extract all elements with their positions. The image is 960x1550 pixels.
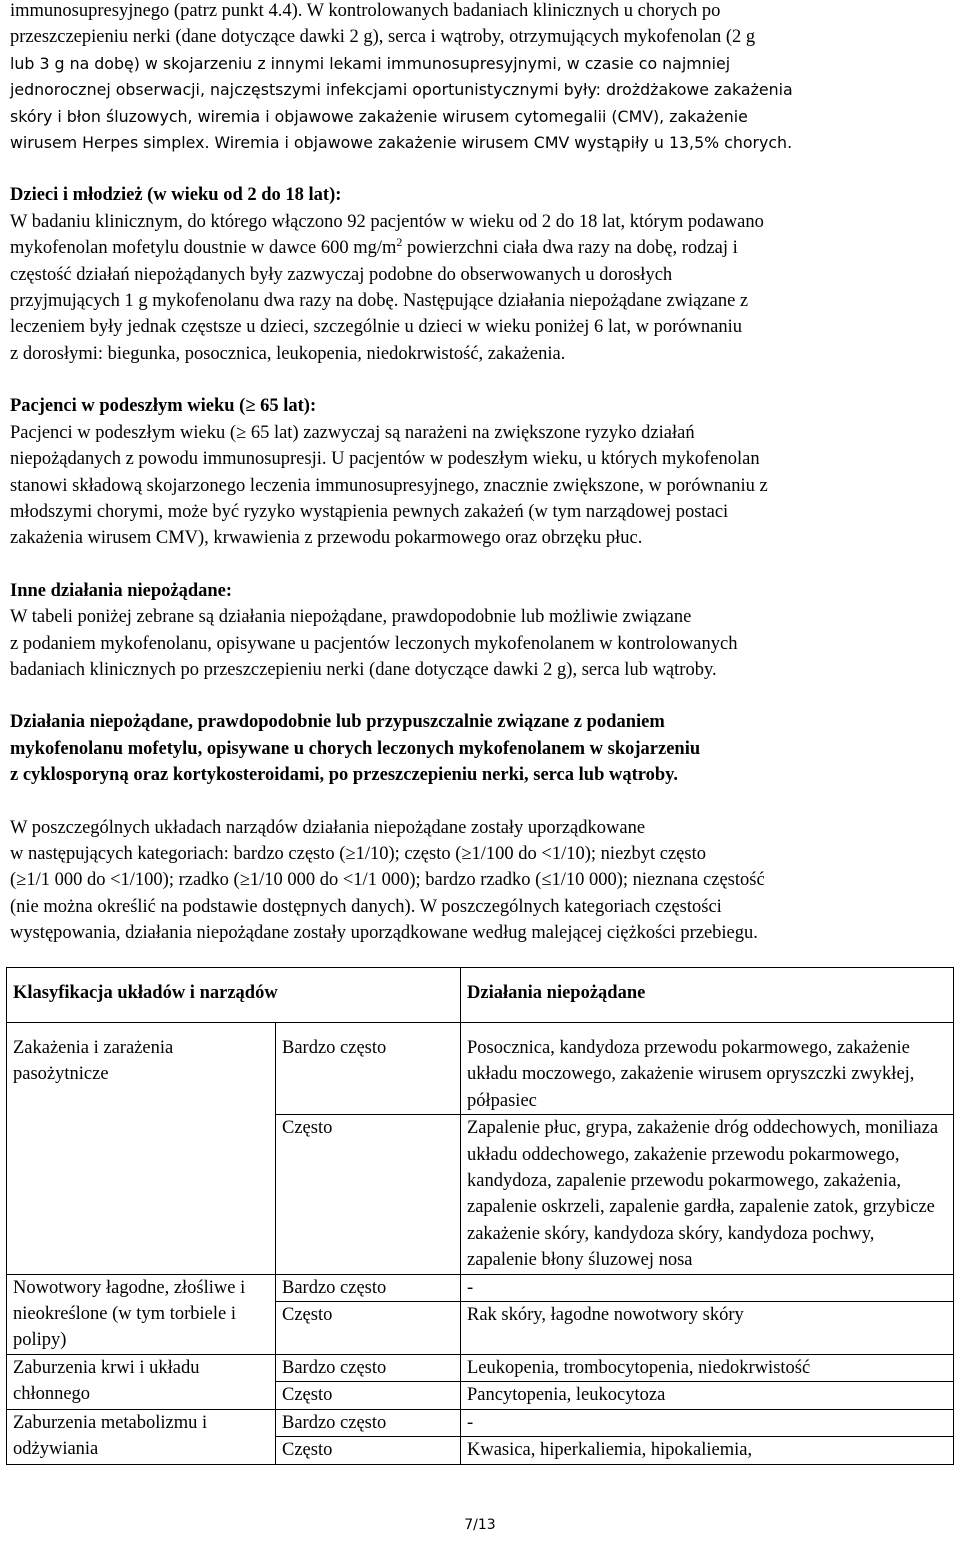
organ-class-cell: Zaburzenia krwi i układu chłonnego xyxy=(7,1355,276,1410)
elderly-line: młodszymi chorymi, może być ryzyko wystąpienia pewnych zakażeń (w tym narządowej postaci xyxy=(10,501,729,522)
frequency-line: w następujących kategoriach: bardzo często (≥1/10); często (≥1/100 do <1/10); niezbyt często xyxy=(10,843,706,864)
intro-line: przeszczepieniu nerki (dane dotyczące dawki 2 g), serca i wątroby, otrzymujących mykofenolan (2 g xyxy=(10,27,756,48)
children-line: częstość działań niepożądanych były zazwyczaj podobne do obserwowanych u dorosłych xyxy=(10,264,673,285)
effects-cell: - xyxy=(461,1409,954,1436)
elderly-line: Pacjenci w podeszłym wieku (≥ 65 lat) zazwyczaj są narażeni na zwiększone ryzyko działań xyxy=(10,422,695,443)
elderly-section xyxy=(10,393,945,551)
adverse-effects-table xyxy=(6,967,954,1465)
table-title-line: mykofenolanu mofetylu, opisywane u chorych leczonych mykofenolanem w skojarzeniu xyxy=(10,738,701,759)
effects-cell: Posocznica, kandydoza przewodu pokarmowego, zakażenie układu moczowego, zakażenie wirusem opryszczki zwykłej, półpasiec xyxy=(461,1023,954,1115)
header-adverse-effects: Działania niepożądane xyxy=(461,967,954,1022)
children-line: leczeniem były jednak częstsze u dzieci, szczególnie u dzieci w wieku poniżej 6 lat, w porównaniu xyxy=(10,317,743,338)
intro-line: jednorocznej obserwacji, najczęstszymi infekcjami oportunistycznymi były: drożdżakowe zakażenia xyxy=(10,80,793,100)
table-row xyxy=(7,1274,954,1301)
other-section xyxy=(10,578,945,684)
intro-line: wirusem Herpes simplex. Wiremia i objawowe zakażenie wirusem CMV wystąpiły u 13,5% chorych. xyxy=(10,133,793,153)
organ-class-cell: Nowotwory łagodne, złośliwe i nieokreślone (w tym torbiele i polipy) xyxy=(7,1274,276,1354)
frequency-cell: Bardzo często xyxy=(276,1355,461,1382)
elderly-line: zakażenia wirusem CMV), krwawienia z przewodu pokarmowego oraz obrzęku płuc. xyxy=(10,528,643,549)
frequency-line: (≥1/1 000 do <1/100); rzadko (≥1/10 000 do <1/1 000); bardzo rzadko (≤1/10 000); nieznana częstość xyxy=(10,870,765,891)
frequency-cell: Często xyxy=(276,1437,461,1464)
table-title-line: z cyklosporyną oraz kortykosteroidami, po przeszczepieniu nerki, serca lub wątroby. xyxy=(10,765,679,786)
intro-line: immunosupresyjnego (patrz punkt 4.4). W kontrolowanych badaniach klinicznych u chorych po xyxy=(10,1,721,21)
intro-line: skóry i błon śluzowych, wiremia i objawowe zakażenie wirusem cytomegalii (CMV), zakażenie xyxy=(10,106,748,126)
intro-paragraph xyxy=(10,0,945,156)
superscript: 2 xyxy=(396,235,403,250)
organ-class-cell: Zaburzenia metabolizmu i odżywiania xyxy=(7,1409,276,1464)
children-section xyxy=(10,182,945,367)
organ-class-cell: Zakażenia i zarażenia pasożytnicze xyxy=(7,1023,276,1275)
frequency-cell: Bardzo często xyxy=(276,1274,461,1301)
frequency-line: W poszczególnych układach narządów działania niepożądane zostały uporządkowane xyxy=(10,817,646,838)
children-line: mykofenolan mofetylu doustnie w dawce 600 $mg/m^2$ powierzchni ciała dwa razy na dobę, rodzaj i xyxy=(10,235,738,259)
effects-cell: Leukopenia, trombocytopenia, niedokrwistość xyxy=(461,1355,954,1382)
effects-cell: Rak skóry, łagodne nowotwory skóry xyxy=(461,1302,954,1355)
effects-cell: Kwasica, hiperkaliemia, hipokaliemia, xyxy=(461,1437,954,1464)
children-heading: Dzieci i młodzież (w wieku od 2 do 18 lat): xyxy=(10,185,342,206)
table-header-row xyxy=(7,967,954,1022)
frequency-cell: Bardzo często xyxy=(276,1023,461,1115)
document-page xyxy=(10,0,945,1465)
children-line: z dorosłymi: biegunka, posocznica, leukopenia, niedokrwistość, zakażenia. xyxy=(10,343,566,364)
frequency-line: występowania, działania niepożądane zostały uporządkowane według malejącej ciężkości przebiegu. xyxy=(10,923,758,944)
frequency-cell: Często xyxy=(276,1382,461,1409)
other-line: z podaniem mykofenolanu, opisywane u pacjentów leczonych mykofenolanem w kontrolowanych xyxy=(10,633,738,654)
intro-line: lub 3 g na dobę) w skojarzeniu z innymi lekami immunosupresyjnymi, w czasie co najmniej xyxy=(10,53,731,73)
elderly-heading: Pacjenci w podeszłym wieku (≥ 65 lat): xyxy=(10,396,317,417)
effects-cell: - xyxy=(461,1274,954,1301)
page-number: 7/13 xyxy=(464,1517,496,1533)
table-title-line: Działania niepożądane, prawdopodobnie lub przypuszczalnie związane z podaniem xyxy=(10,712,665,733)
children-line: W badaniu klinicznym, do którego włączono 92 pacjentów w wieku od 2 do 18 lat, którym podawano xyxy=(10,211,764,232)
frequency-cell: Często xyxy=(276,1115,461,1274)
children-line: przyjmujących 1 g mykofenolanu dwa razy na dobę. Następujące działania niepożądane związane z xyxy=(10,291,749,312)
frequency-cell: Bardzo często xyxy=(276,1409,461,1436)
elderly-line: stanowi składową skojarzonego leczenia immunosupresyjnego, znacznie zwiększone, w porównaniu z xyxy=(10,475,768,496)
header-organ-class: Klasyfikacja układów i narządów xyxy=(7,967,461,1022)
frequency-line: (nie można określić na podstawie dostępnych danych). W poszczególnych kategoriach częstości xyxy=(10,896,722,917)
other-line: badaniach klinicznych po przeszczepieniu nerki (dane dotyczące dawki 2 g), serca lub wątroby. xyxy=(10,659,717,680)
elderly-line: niepożądanych z powodu immunosupresji. U pacjentów w podeszłym wieku, u których mykofenolan xyxy=(10,449,760,470)
frequency-cell: Często xyxy=(276,1302,461,1355)
table-row xyxy=(7,1355,954,1382)
table-title xyxy=(10,709,945,788)
table-row xyxy=(7,1023,954,1115)
frequency-paragraph xyxy=(10,815,945,947)
table-row xyxy=(7,1409,954,1436)
other-heading: Inne działania niepożądane: xyxy=(10,580,233,601)
other-line: W tabeli poniżej zebrane są działania niepożądane, prawdopodobnie lub możliwie związane xyxy=(10,607,692,628)
effects-cell: Pancytopenia, leukocytoza xyxy=(461,1382,954,1409)
effects-cell: Zapalenie płuc, grypa, zakażenie dróg oddechowych, moniliaza układu oddechowego, zakażenie przewodu pokarmowego, kandydoza, zapalenie przewodu pokarmowego, zakażenia, zapalenie oskrzeli, zapalenie gardła, zapalenie zatok, grzybicze zakażenie skóry, kandydoza skóry, kandydoza pochwy, zapalenie błony śluzowej nosa xyxy=(461,1115,954,1274)
